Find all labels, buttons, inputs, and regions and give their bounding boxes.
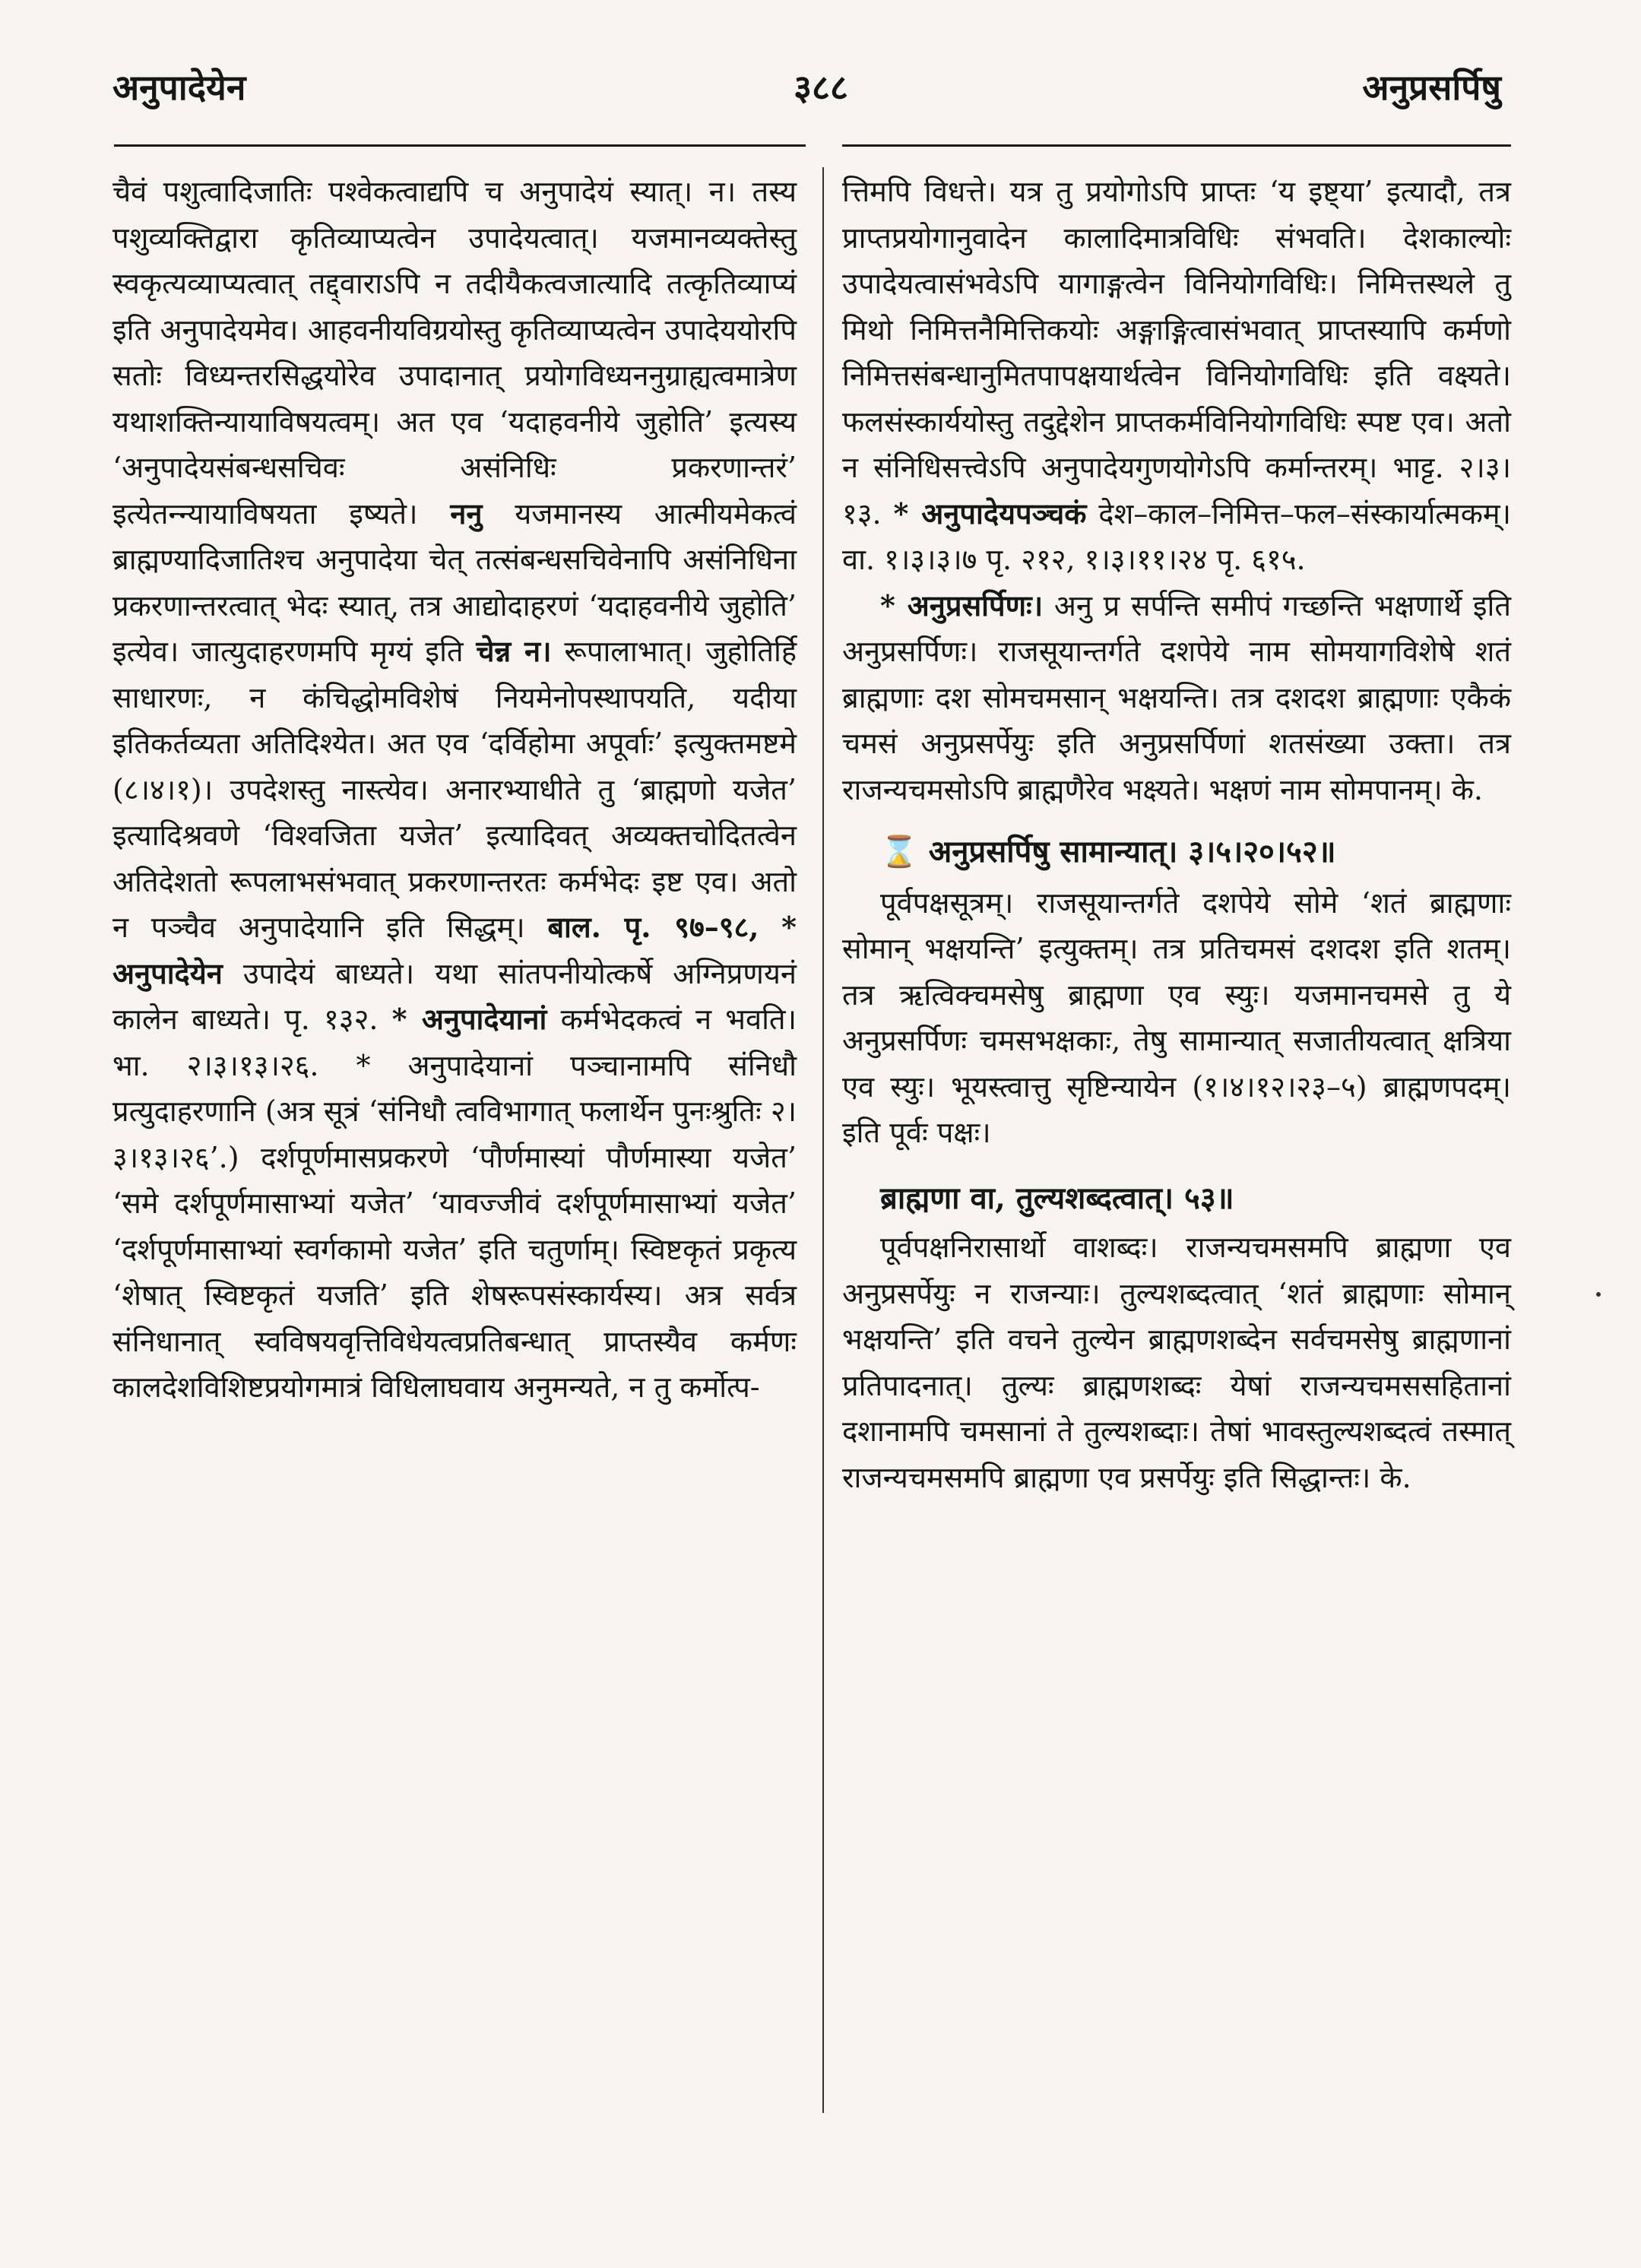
left-para-3: * अनुपादेयानां पञ्चानामपि संनिधौ प्रत्युदाहरणानि (अत्र सूत्रं ‘संनिधौ त्वविभागात् फलार्थेन पुनःश्रुतिः २।३।१३।२६’.) दर्शपूर्णमासप्रकरणे ‘पौर्णमास्यां पौर्णमास्या यजेत’ ‘समे दर्शपूर्णमासाभ्यां यजेत’ ‘यावज्जीवं दर्शपूर्णमासाभ्यां यजेत’ ‘दर्शपूर्णमासाभ्यां स्वर्गकामो यजेत’ इति चतुर्णाम्। स्विष्टकृतं प्रकृत्य ‘शेषात् स्विष्टकृतं यजति’ इति शेषरूपसंस्कार्यस्य। अत्र सर्वत्र संनिधानात् स्वविषयवृत्तिविधेयत्वप्रतिबन्धात् प्राप्तस्यैव कर्मणः कालदेशविशिष्टप्रयोगमात्रं विधिलाघवाय अनुमन्यते, न तु कर्मोत्प-: [112, 1048, 797, 1404]
header-right-catchword: अनुप्रसर्पिषु: [1362, 67, 1501, 108]
headword-anupadeya-panchaka: * अनुपादेयपञ्चकं: [893, 496, 1087, 531]
right-para-1-tail: देश–काल–निमित्त–फल–संस्कार्यात्मकम्। वा. १।३।३।७ पृ. २१२, १।३।११।२४ पृ. ६१५.: [842, 496, 1511, 576]
left-para-1-cont: यजमानस्य आत्मीयमेकत्वं ब्राह्मण्यादिजातिश्च अनुपादेया चेत् तत्संबन्धसचिवेनापि असंनिधिना प्रकरणान्तरत्वात् भेदः स्यात्, तत्र आद्योदाहरणं ‘यदाहवनीये जुहोति’ इत्येव। जात्युदाहरणमपि मृग्यं इति: [112, 496, 797, 668]
left-entry-text: [112, 169, 797, 1411]
header-rule-left: [114, 144, 806, 147]
right-para-1: त्तिमपि विधत्ते। यत्र तु प्रयोगोऽपि प्राप्तः ‘य इष्ट्या’ इत्यादौ, तत्र प्राप्तप्रयोगानुवादेन कालादिमात्रविधिः संभवति। देशकाल्योः उपादेयत्वासंभवेऽपि यागाङ्गत्वेन विनियोगविधिः। निमित्तस्थले तु मिथो निमित्तनैमित्तिकयोः अङ्गाङ्गित्वासंभवात् प्राप्तस्यापि कर्मणो निमित्तसंबन्धानुमितपापक्षयार्थत्वेन विनियोगविधिः इति वक्ष्यते। फलसंस्कार्ययोस्तु तदुद्देशेन प्राप्तकर्मविनियोगविधिः स्पष्ट एव। अतो न संनिधिसत्त्वेऽपि अनुपादेयगुणयोगेऽपि कर्मान्तरम्। भाट्ट. २।३।१३.: [842, 175, 1511, 531]
right-para-2: अनु प्र सर्पन्ति समीपं गच्छन्ति भक्षणार्थे इति अनुप्रसर्पिणः। राजसूयान्तर्गते दशपेये नाम सोमयागविशेषे शतं ब्राह्मणाः दश सोमचमसान् भक्षयन्ति। तत्र दशदश ब्राह्मणाः एकैकं चमसं अनुप्रसर्पेयुः इति अनुप्रसर्पिणां शतसंख्या उक्ता। तत्र राजन्यचमसोऽपि ब्राह्मणैरेव भक्ष्यते। भक्षणं नाम सोमपानम्। के.: [842, 588, 1511, 806]
column-divider: [822, 167, 824, 2113]
left-column: [112, 169, 797, 1411]
sutra-53: ब्राह्मणा वा, तुल्यशब्दत्वात्। ५३॥: [880, 1180, 1234, 1216]
left-para-1-rest: रूपालाभात्। जुहोतिर्हि साधारणः, न कंचिद्धोमविशेषं नियमेनोपस्थापयति, यदीया इतिकर्तव्यता अतिदिश्येत। अत एव ‘दर्विहोमा अपूर्वाः’ इत्युक्तमष्टमे (८।४।१)। उपदेशस्तु नास्त्येव। अनारभ्याधीते तु ‘ब्राह्मणो यजेत’ इत्यादिश्रवणे ‘विश्वजिता यजेत’ इत्यादिवत् अव्यक्तचोदितत्वेन अतिदेशतो रूपलाभसंभवात् प्रकरणान्तरतः कर्मभेदः इष्ट एव। अतो न पञ्चैव अनुपादेयानि इति सिद्धम्।: [112, 635, 797, 944]
headword-anupadeyena: * अनुपादेयेन: [112, 910, 797, 990]
header-rule-right: [842, 144, 1511, 147]
header-left-catchword: अनुपादेयेन: [112, 67, 246, 108]
page-number: ३८८: [794, 67, 848, 108]
right-para-3: पूर्वपक्षसूत्रम्। राजसूयान्तर्गते दशपेये सोमे ‘शतं ब्राह्मणाः सोमान् भक्षयन्ति’ इत्युक्तम्। तत्र प्रतिचमसं दशदश इति शतम्। तत्र ऋत्विक्चमसेषु ब्राह्मणा एव स्युः। यजमानचमसे तु ये अनुप्रसर्पिणः चमसभक्षकाः, तेषु सामान्यात् सजातीयत्वात् क्षत्रिया एव स्युः। भूयस्त्वात्तु सृष्टिन्यायेन (१।४।१२।२३–५) ब्राह्मणपदम्। इति पूर्वः पक्षः।: [842, 885, 1511, 1149]
bala-reference: बाल. पृ. ९७–९८,: [547, 910, 759, 944]
left-para-1: चैवं पशुत्वादिजातिः पश्वेकत्वाद्यपि च अनुपादेयं स्यात्। न। तस्य पशुव्यक्तिद्वारा कृतिव्याप्यत्वेन उपादेयत्वात्। यजमानव्यक्तेस्तु स्वकृत्यव्याप्यत्वात् तद्द्वाराऽपि न तदीयैकत्वजात्यादि तत्कृतिव्याप्यं इति अनुपादेयमेव। आहवनीयविग्रयोस्तु कृतिव्याप्यत्वेन उपादेययोरपि सतोः विध्यन्तरसिद्धयोरेव उपादानात् प्रयोगविध्यननुग्राह्यत्वमात्रेण यथाशक्तिन्यायाविषयत्वम्। अत एव ‘यदाहवनीये जुहोति’ इत्यस्य ‘अनुपादेयसंबन्धसचिवः असंनिधिः प्रकरणान्तरं’ इत्येतन्न्यायाविषयता इष्यते।: [112, 175, 797, 531]
right-entry-2: [842, 583, 1511, 813]
right-para-4: पूर्वपक्षनिरासार्थो वाशब्दः। राजन्यचमसमपि ब्राह्मणा एव अनुप्रसर्पेयुः न राजन्याः। तुल्यशब्दत्वात् ‘शतं ब्राह्मणाः सोमान् भक्षयन्ति’ इति वचने तुल्येन ब्राह्मणशब्देन सर्वचमसेषु ब्राह्मणानां प्रतिपादनात्। तुल्यः ब्राह्मणशब्दः येषां राजन्यचमससहितानां दशानामपि चमसानां ते तुल्यशब्दाः। तेषां भावस्तुल्यशब्दत्वं तस्मात् राजन्यचमसमपि ब्राह्मणा एव प्रसर्पेयुः इति सिद्धान्तः। के.: [842, 1231, 1511, 1494]
headword-anuprasarpinah: * अनुप्रसर्पिणः।: [880, 588, 1044, 622]
right-entry-1: [842, 169, 1511, 583]
right-column: [842, 169, 1511, 1500]
stray-print-mark: [1596, 1292, 1601, 1297]
chenna-keyword: चेन्न न।: [476, 634, 552, 668]
left-para-2: उपादेयं बाध्यते। यथा सांतपनीयोत्कर्षे अग्निप्रणयनं कालेन बाध्यते। पृ. १३२.: [112, 956, 797, 1036]
headword-anupadeyanam: * अनुपादेयानां: [391, 1002, 547, 1036]
left-para-2b: कर्मभेदकत्वं न भवति। भा. २।३।१३।२६.: [112, 1003, 797, 1082]
nanu-keyword: ननु: [450, 496, 483, 531]
sutra-52: ⌛ अनुप्रसर्पिषु सामान्यात्। ३।५।२०।५२॥: [880, 834, 1336, 870]
